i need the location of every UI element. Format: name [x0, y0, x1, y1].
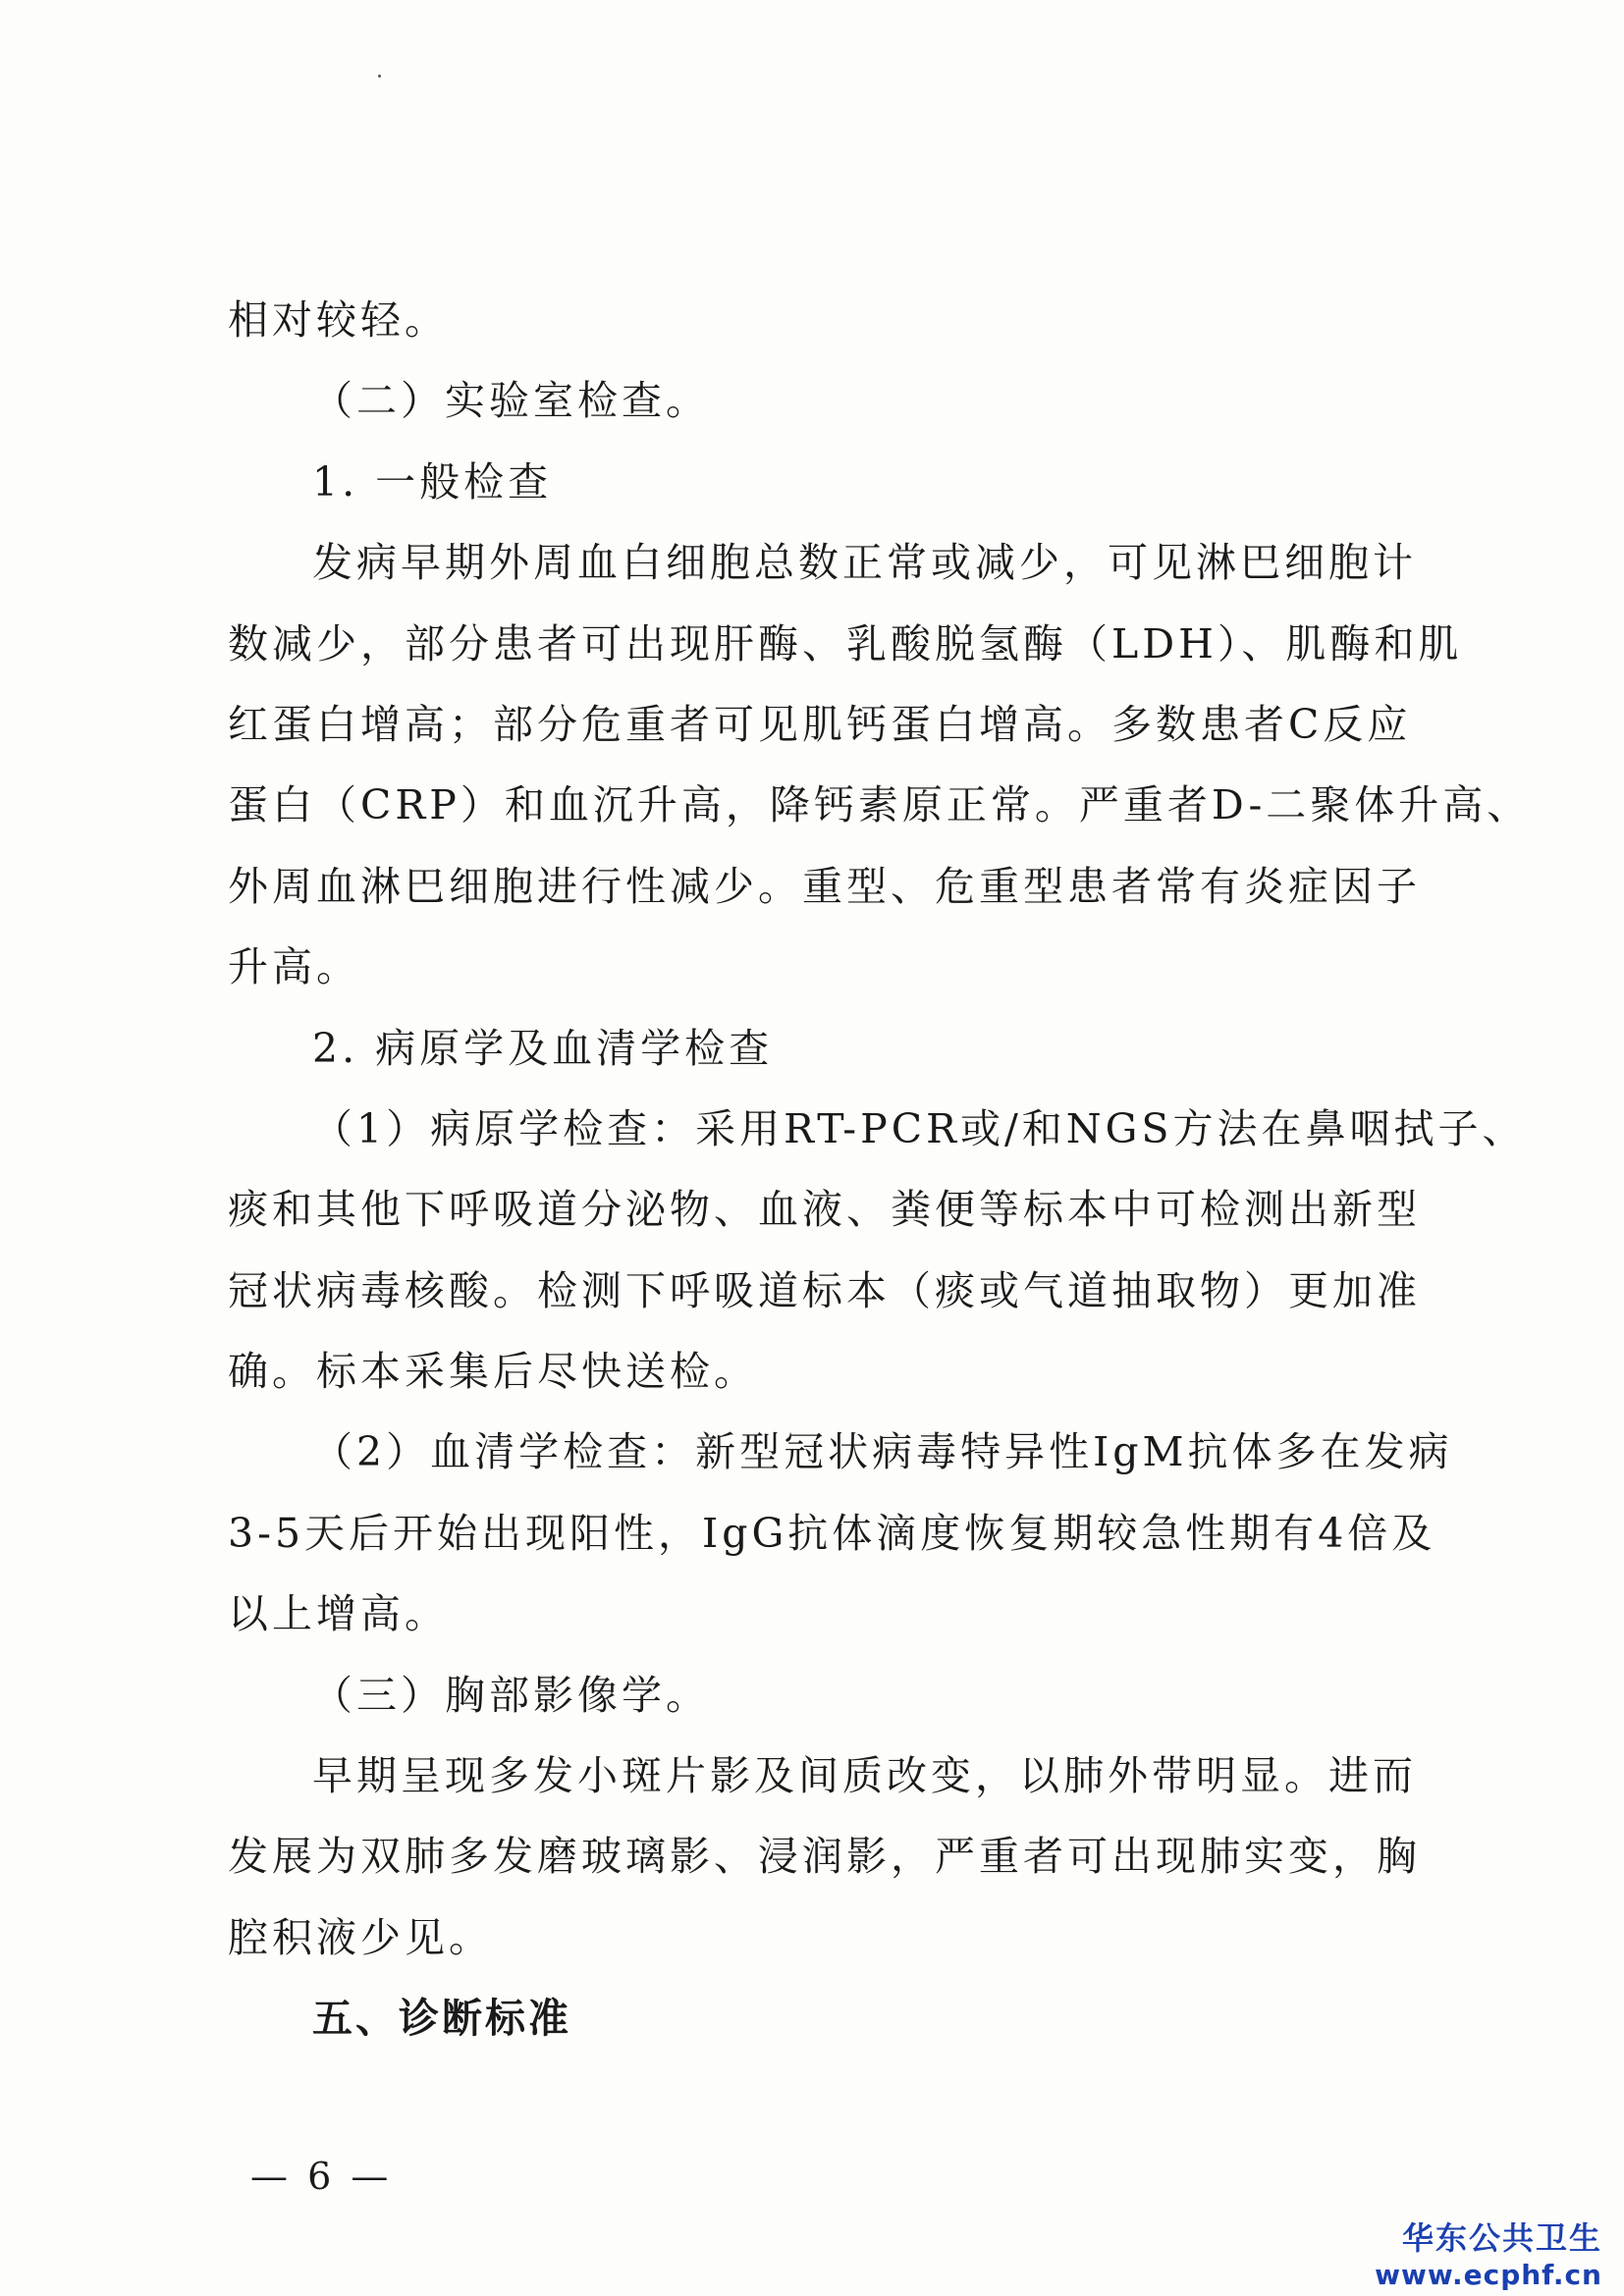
paragraph-line: 升高。: [228, 943, 360, 991]
section-heading-laboratory: （二）实验室检查。: [312, 377, 710, 425]
paragraph-line: 冠状病毒核酸。检测下呼吸道标本（痰或气道抽取物）更加准: [228, 1266, 1421, 1314]
subheading-pathogen-serology: 2. 病原学及血清学检查: [312, 1024, 774, 1072]
paragraph-line: 发病早期外周血白细胞总数正常或减少，可见淋巴细胞计: [312, 539, 1417, 587]
chapter-heading-diagnosis: 五、诊断标准: [312, 1995, 571, 2043]
paragraph-line: 腔积液少见。: [228, 1913, 493, 1961]
section-heading-chest-imaging: （三）胸部影像学。: [312, 1671, 710, 1719]
paragraph-line: 痰和其他下呼吸道分泌物、血液、粪便等标本中可检测出新型: [228, 1186, 1421, 1234]
paragraph-line: 数减少，部分患者可出现肝酶、乳酸脱氢酶（LDH）、肌酶和肌: [228, 619, 1463, 667]
paragraph-line: 发展为双肺多发磨玻璃影、浸润影，严重者可出现肺实变，胸: [228, 1833, 1421, 1881]
watermark: [1375, 2218, 1602, 2293]
watermark-title: 华东公共卫生: [1401, 2219, 1602, 2257]
subheading-general-exam: 1. 一般检查: [312, 457, 553, 506]
scan-speck: [378, 75, 381, 78]
paragraph-line: 3-5天后开始出现阳性，IgG抗体滴度恢复期较急性期有4倍及: [228, 1509, 1436, 1557]
paragraph-line: 外周血淋巴细胞进行性减少。重型、危重型患者常有炎症因子: [228, 862, 1421, 910]
page-number: — 6 —: [250, 2155, 393, 2198]
paragraph-line: 确。标本采集后尽快送检。: [228, 1348, 758, 1396]
paragraph-line: （1）病原学检查：采用RT-PCR或/和NGS方法在鼻咽拭子、: [312, 1104, 1527, 1152]
paragraph-line: （2）血清学检查：新型冠状病毒特异性IgM抗体多在发病: [312, 1428, 1453, 1476]
paragraph-line: 红蛋白增高；部分危重者可见肌钙蛋白增高。多数患者C反应: [228, 700, 1412, 748]
paragraph-line: 早期呈现多发小斑片影及间质改变，以肺外带明显。进而: [312, 1752, 1417, 1800]
paragraph-line-continuation: 相对较轻。: [228, 296, 449, 344]
body-text: [228, 280, 1532, 2059]
paragraph-line: 以上增高。: [228, 1590, 449, 1638]
watermark-url: www.ecphf.cn: [1375, 2259, 1602, 2291]
paragraph-line: 蛋白（CRP）和血沉升高，降钙素原正常。严重者D-二聚体升高、: [228, 781, 1532, 829]
